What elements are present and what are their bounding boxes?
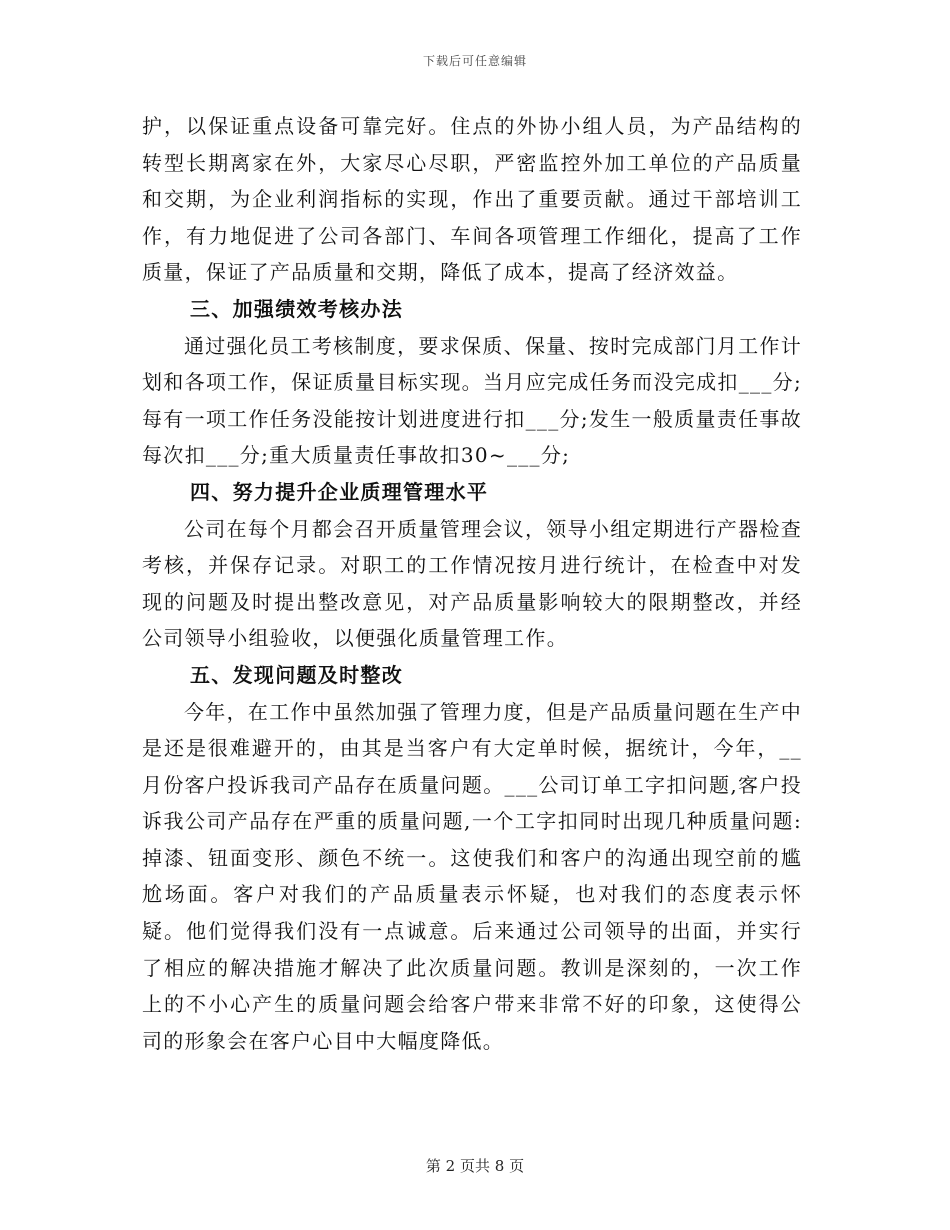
section-heading-5: 五、发现问题及时整改	[190, 662, 403, 687]
document-body	[142, 108, 802, 1059]
paragraph-assessment: 通过强化员工考核制度，要求保质、保量、按时完成部门月工作计划和各项工作，保证质量目标实现。当月应完成任务而没完成扣___分;每有一项工作任务没能按计划进度进行扣___分;发生一般质量责任事故每次扣___分;重大质量责任事故扣30~___分;	[142, 333, 802, 468]
paragraph-continued: 护，以保证重点设备可靠完好。住点的外协小组人员，为产品结构的转型长期离家在外，大家尽心尽职，严密监控外加工单位的产品质量和交期，为企业利润指标的实现，作出了重要贡献。通过干部培训工作，有力地促进了公司各部门、车间各项管理工作细化，提高了工作质量，保证了产品质量和交期，降低了成本，提高了经济效益。	[142, 114, 802, 285]
paragraph-problems: 今年，在工作中虽然加强了管理力度，但是产品质量问题在生产中是还是很难避开的，由其是当客户有大定单时候，据统计，今年，__月份客户投诉我司产品存在质量问题。___公司订单工字扣问题,客户投诉我公司产品存在严重的质量问题,一个工字扣同时出现几种质量问题:掉漆、钮面变形、颜色不统一。这使我们和客户的沟通出现空前的尴尬场面。客户对我们的产品质量表示怀疑，也对我们的态度表示怀疑。他们觉得我们没有一点诚意。后来通过公司领导的出面，并实行了相应的解决措施才解决了此次质量问题。教训是深刻的，一次工作上的不小心产生的质量问题会给客户带来非常不好的印象，这使得公司的形象会在客户心目中大幅度降低。	[142, 699, 802, 1053]
section-heading-3: 三、加强绩效考核办法	[190, 296, 403, 321]
section-heading-4: 四、努力提升企业质理管理水平	[190, 479, 489, 504]
page-footer: 第 2 页共 8 页	[425, 1157, 525, 1175]
paragraph-quality-management: 公司在每个月都会召开质量管理会议，领导小组定期进行产器检查考核，并保存记录。对职工的工作情况按月进行统计，在检查中对发现的问题及时提出整改意见，对产品质量影响较大的限期整改，并经公司领导小组验收，以便强化质量管理工作。	[142, 516, 802, 651]
page-header: 下载后可任意编辑	[422, 54, 527, 68]
